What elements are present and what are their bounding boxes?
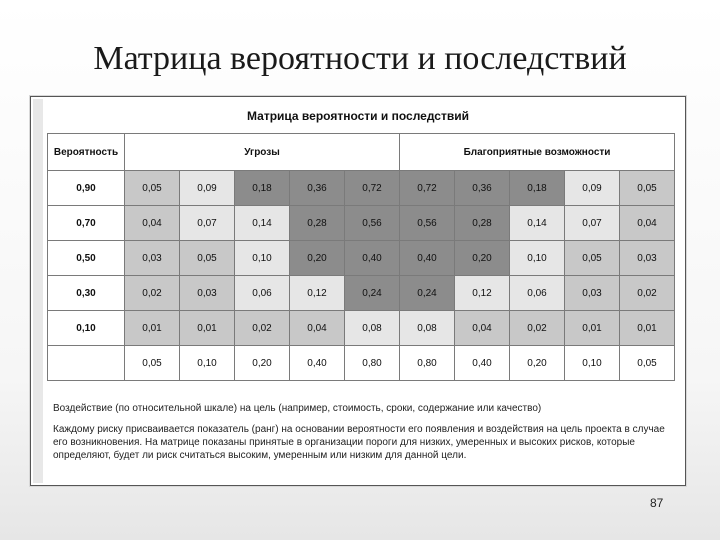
threat-impact-cell: 0,20: [235, 346, 290, 381]
threat-score-cell: 0,08: [345, 311, 400, 346]
opportunity-score-cell: 0,14: [510, 206, 565, 241]
threat-score-cell: 0,05: [125, 171, 180, 206]
opportunity-score-cell: 0,09: [565, 171, 620, 206]
opportunity-score-cell: 0,02: [620, 276, 675, 311]
opportunity-score-cell: 0,56: [400, 206, 455, 241]
opportunity-score-cell: 0,24: [400, 276, 455, 311]
probability-cell: 0,70: [48, 206, 125, 241]
threat-score-cell: 0,04: [125, 206, 180, 241]
frame-shade: [33, 99, 43, 483]
probability-cell: 0,90: [48, 171, 125, 206]
page-number: 87: [650, 496, 664, 510]
threat-score-cell: 0,02: [125, 276, 180, 311]
threat-score-cell: 0,40: [345, 241, 400, 276]
probability-cell: 0,10: [48, 311, 125, 346]
threat-score-cell: 0,20: [290, 241, 345, 276]
opportunity-impact-cell: 0,80: [400, 346, 455, 381]
matrix-row: [48, 311, 675, 346]
opportunity-score-cell: 0,10: [510, 241, 565, 276]
probability-cell: 0,30: [48, 276, 125, 311]
threat-score-cell: 0,09: [180, 171, 235, 206]
opportunity-score-cell: 0,28: [455, 206, 510, 241]
opportunity-score-cell: 0,07: [565, 206, 620, 241]
opportunity-impact-cell: 0,40: [455, 346, 510, 381]
opportunity-score-cell: 0,03: [565, 276, 620, 311]
opportunity-score-cell: 0,20: [455, 241, 510, 276]
header-probability: Вероятность: [48, 134, 125, 171]
threat-score-cell: 0,07: [180, 206, 235, 241]
opportunity-score-cell: 0,40: [400, 241, 455, 276]
opportunity-score-cell: 0,04: [455, 311, 510, 346]
threat-score-cell: 0,14: [235, 206, 290, 241]
slide-title: Матрица вероятности и последствий: [93, 40, 627, 77]
threat-impact-cell: 0,05: [125, 346, 180, 381]
header-row: [48, 134, 675, 171]
impact-row: [48, 346, 675, 381]
opportunity-impact-cell: 0,05: [620, 346, 675, 381]
threat-score-cell: 0,36: [290, 171, 345, 206]
threat-score-cell: 0,03: [180, 276, 235, 311]
opportunity-score-cell: 0,05: [620, 171, 675, 206]
opportunity-score-cell: 0,08: [400, 311, 455, 346]
threat-score-cell: 0,24: [345, 276, 400, 311]
probability-cell: 0,50: [48, 241, 125, 276]
threat-impact-cell: 0,40: [290, 346, 345, 381]
matrix-title: Матрица вероятности и последствий: [247, 109, 469, 123]
impact-scale-note: Воздействие (по относительной шкале) на цель (например, стоимость, сроки, содержание или качество): [53, 403, 542, 414]
matrix-row: [48, 241, 675, 276]
threat-impact-cell: 0,10: [180, 346, 235, 381]
matrix-row: [48, 171, 675, 206]
opportunity-score-cell: 0,01: [620, 311, 675, 346]
matrix-description: Каждому риску присваивается показатель (ранг) на основании вероятности его появления и воздействия на цель проекта в случае его возникновения. На матрице показаны принятые в организации пороги для низких, умеренных и высоких рисков, которые определяют, будет ли риск считаться высоким, умеренным или низким для данной цели.: [53, 424, 665, 461]
header-opportunities: Благоприятные возможности: [400, 134, 675, 171]
opportunity-score-cell: 0,03: [620, 241, 675, 276]
opportunity-score-cell: 0,01: [565, 311, 620, 346]
opportunity-score-cell: 0,04: [620, 206, 675, 241]
opportunity-score-cell: 0,18: [510, 171, 565, 206]
threat-score-cell: 0,18: [235, 171, 290, 206]
threat-score-cell: 0,28: [290, 206, 345, 241]
matrix-body: [48, 171, 675, 381]
probability-impact-matrix: [47, 133, 675, 381]
opportunity-impact-cell: 0,20: [510, 346, 565, 381]
threat-score-cell: 0,72: [345, 171, 400, 206]
opportunity-score-cell: 0,72: [400, 171, 455, 206]
opportunity-score-cell: 0,36: [455, 171, 510, 206]
threat-score-cell: 0,01: [125, 311, 180, 346]
threat-score-cell: 0,56: [345, 206, 400, 241]
matrix-row: [48, 276, 675, 311]
opportunity-score-cell: 0,02: [510, 311, 565, 346]
threat-score-cell: 0,10: [235, 241, 290, 276]
opportunity-score-cell: 0,12: [455, 276, 510, 311]
opportunity-score-cell: 0,06: [510, 276, 565, 311]
header-threats: Угрозы: [125, 134, 400, 171]
threat-score-cell: 0,05: [180, 241, 235, 276]
opportunity-impact-cell: 0,10: [565, 346, 620, 381]
opportunity-score-cell: 0,05: [565, 241, 620, 276]
threat-score-cell: 0,01: [180, 311, 235, 346]
matrix-figure: [30, 96, 686, 486]
threat-impact-cell: 0,80: [345, 346, 400, 381]
threat-score-cell: 0,12: [290, 276, 345, 311]
threat-score-cell: 0,04: [290, 311, 345, 346]
matrix-row: [48, 206, 675, 241]
impact-row-blank-cell: [48, 346, 125, 381]
threat-score-cell: 0,02: [235, 311, 290, 346]
threat-score-cell: 0,06: [235, 276, 290, 311]
threat-score-cell: 0,03: [125, 241, 180, 276]
